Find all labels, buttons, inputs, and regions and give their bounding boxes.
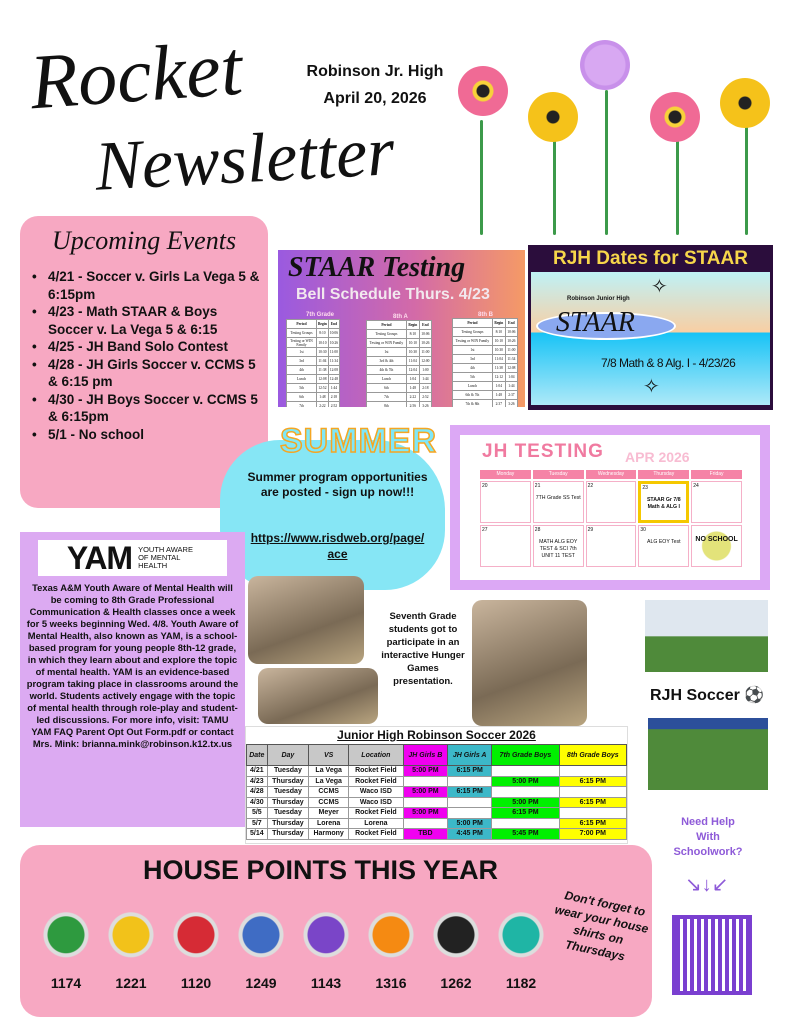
house-points: 1221 <box>115 975 147 991</box>
bell-header-row <box>453 319 518 328</box>
bell-cell: 12:08 <box>505 364 517 373</box>
bell-cell: 7th <box>287 402 317 408</box>
bell-cell: 4th & 7th <box>367 366 407 375</box>
hunger-games-photo <box>258 668 378 724</box>
bell-row <box>453 364 518 373</box>
soccer-header-cell: 7th Grade Boys <box>492 745 559 766</box>
soccer-cell: Waco ISD <box>349 797 403 808</box>
bell-cell: Testing or WIN Family <box>367 339 407 348</box>
bell-cell: 7th <box>367 393 407 402</box>
bell-cell: 4th <box>453 364 493 373</box>
bell-table-8a <box>366 320 432 407</box>
bell-cell: 10:26 <box>328 338 339 348</box>
soccer-cell: TBD <box>403 829 448 840</box>
bell-cell: 11:38 <box>492 364 505 373</box>
house-points: 1316 <box>375 975 407 991</box>
events-list <box>28 268 260 443</box>
calendar-day <box>533 525 584 567</box>
bell-row <box>287 384 340 393</box>
day-number: 28 <box>534 527 541 533</box>
summer-text: Summer program opportunities are posted - sign up now!!! <box>247 470 428 499</box>
calendar-event: 7TH Grade SS Test <box>535 495 581 501</box>
bell-row <box>367 339 432 348</box>
bell-header-cell: End <box>419 321 431 330</box>
soccer-cell: 5:00 PM <box>403 787 448 798</box>
bell-row <box>287 402 340 408</box>
summer-link[interactable]: https://www.risdweb.org/page/ace <box>250 531 425 561</box>
bell-row <box>287 393 340 402</box>
soccer-cell: 5:00 PM <box>448 818 492 829</box>
bell-cell: 3:26 <box>419 402 431 408</box>
day-number: 21 <box>534 483 541 489</box>
bell-header-cell: End <box>505 319 517 328</box>
bell-cell: 1:44 <box>419 375 431 384</box>
soccer-header-row <box>247 745 627 766</box>
soccer-cell: 5:00 PM <box>492 797 559 808</box>
bell-cell: 12:04 <box>406 366 419 375</box>
bell-header-cell: Begin <box>317 320 329 329</box>
yam-logo: YAM YOUTH AWARE OF MENTAL HEALTH <box>38 540 227 576</box>
house-crest <box>495 900 547 958</box>
house-crest <box>300 900 352 958</box>
soccer-cell <box>492 818 559 829</box>
help-text: Need Help With Schoolwork? <box>673 816 743 858</box>
bell-cell: 10:26 <box>419 339 431 348</box>
house-crest <box>40 900 92 958</box>
bell-row <box>287 338 340 348</box>
house-points: 1174 <box>50 975 82 991</box>
house-points: 1120 <box>180 975 212 991</box>
bell-cell: Testing Groups <box>367 330 407 339</box>
bell-row <box>287 375 340 384</box>
bell-cell: 10:10 <box>492 337 505 346</box>
soccer-cell <box>559 808 626 819</box>
soccer-cell: Meyer <box>309 808 349 819</box>
bell-cell: 8th <box>367 402 407 408</box>
hunger-games-photo <box>248 576 364 664</box>
upcoming-events-heading: Upcoming Events <box>51 226 237 255</box>
bell-cell: 10:06 <box>505 328 517 337</box>
bell-row <box>367 330 432 339</box>
bell-row <box>367 384 432 393</box>
soccer-cell: 4/30 <box>247 797 268 808</box>
summer-heading: SUMMER <box>280 422 438 460</box>
bell-cell: 2:22 <box>406 393 419 402</box>
bell-cell: 1st <box>287 348 317 357</box>
soccer-cell <box>403 818 448 829</box>
opt-out-form-link[interactable]: Parent Opt Out Form.pdf <box>75 726 186 737</box>
bell-header-cell: Begin <box>492 319 505 328</box>
bell-table-7th <box>286 319 340 407</box>
bell-cell: 6th & 7th <box>453 391 493 400</box>
bell-cell: 10:30 <box>317 348 329 357</box>
soccer-cell: 6:15 PM <box>448 787 492 798</box>
newsletter-title-rocket: Rocket <box>27 23 245 126</box>
bell-cell: 8:10 <box>492 328 505 337</box>
bell-cell: 12:52 <box>317 384 329 393</box>
calendar-day <box>691 525 742 567</box>
bell-row <box>287 357 340 366</box>
sparkle-icon: ✧ <box>651 276 668 298</box>
soccer-cell <box>448 776 492 787</box>
sparkle-icon: ✧ <box>643 376 660 398</box>
soccer-table <box>246 744 627 840</box>
soccer-header-cell: JH Girls A <box>448 745 492 766</box>
house-points-heading: HOUSE POINTS THIS YEAR <box>143 855 499 885</box>
house-crest <box>170 900 222 958</box>
bell-cell: Lunch <box>367 375 407 384</box>
bell-cell: 11:38 <box>317 366 329 375</box>
staar-date-text: 7/8 Math & 8 Alg. I - 4/23/26 <box>601 356 736 370</box>
soccer-cell: 5:00 PM <box>403 808 448 819</box>
house-crest <box>235 900 287 958</box>
house-points: 1262 <box>440 975 472 991</box>
calendar-event: MATH ALG EOY TEST & SCI 7th UNIT 11 TEST <box>539 539 578 559</box>
soccer-title: Junior High Robinson Soccer 2026 <box>337 728 536 742</box>
bell-cell: 2:52 <box>328 402 339 408</box>
house-shirt-note: Don't forget to wear your house shirts on Thursdays <box>553 888 650 964</box>
soccer-header-cell: Location <box>349 745 403 766</box>
school-date-block <box>300 58 450 112</box>
soccer-cell: Harmony <box>309 829 349 840</box>
bell-row <box>287 366 340 375</box>
bell-cell: Testing Groups <box>453 328 493 337</box>
calendar-title: JH TESTING <box>482 441 604 462</box>
bell-cell: 10:30 <box>492 346 505 355</box>
day-number: 27 <box>482 527 488 533</box>
staar-logo: STAAR <box>556 307 635 338</box>
bell-cell: 1st <box>453 346 493 355</box>
bell-row <box>367 357 432 366</box>
bell-cell: 2:18 <box>419 384 431 393</box>
day-number: 30 <box>640 527 646 533</box>
soccer-cell <box>403 797 448 808</box>
arrows-down-icon: ↘↓↙ <box>685 874 729 896</box>
house-crest <box>430 900 482 958</box>
bell-cell: 1st <box>367 348 407 357</box>
bell-cell: 7th & 8th <box>453 400 493 408</box>
bell-row <box>453 400 518 408</box>
calendar-event: NO SCHOOL <box>695 536 738 543</box>
soccer-row <box>247 808 627 819</box>
soccer-header-cell: JH Girls B <box>403 745 448 766</box>
calendar-day <box>586 481 637 523</box>
house-points: 1143 <box>310 975 342 991</box>
staar-dates-heading: RJH Dates for STAAR <box>553 248 748 269</box>
soccer-cell: Tuesday <box>267 766 309 777</box>
bell-cell: 1:48 <box>406 384 419 393</box>
seventh-grade-caption: Seventh Grade students got to participate in an interactive Hunger Games presentation. <box>381 611 465 687</box>
soccer-cell: Rocket Field <box>349 808 403 819</box>
bell-group-label: 8th B <box>478 312 493 318</box>
bell-cell: 2:37 <box>505 391 517 400</box>
bell-cell: 2:37 <box>492 400 505 408</box>
bell-cell: 11:34 <box>505 355 517 364</box>
soccer-cell: 5/7 <box>247 818 268 829</box>
soccer-ball-icon: ⚽ <box>744 687 765 704</box>
bell-header-cell: End <box>328 320 339 329</box>
soccer-cell: La Vega <box>309 766 349 777</box>
bell-cell: 11:00 <box>328 348 339 357</box>
calendar-day <box>586 525 637 567</box>
issue-date: April 20, 2026 <box>323 90 427 107</box>
bell-cell: 4th <box>287 366 317 375</box>
calendar-grid <box>480 470 742 567</box>
soccer-cell: Lorena <box>309 818 349 829</box>
bell-row <box>367 375 432 384</box>
soccer-header-cell: VS <box>309 745 349 766</box>
bell-row <box>453 355 518 364</box>
soccer-cell: Thursday <box>267 776 309 787</box>
soccer-cell: 5/5 <box>247 808 268 819</box>
event-item: • 4/28 - JH Girls Soccer v. CCMS 5 & 6:15 pm <box>28 356 260 391</box>
day-header: Tuesday <box>533 470 584 479</box>
soccer-row <box>247 776 627 787</box>
soccer-schedule <box>245 726 628 844</box>
bell-cell: 1:48 <box>317 393 329 402</box>
yam-faq-link[interactable]: TAMU YAM FAQ <box>31 714 229 737</box>
bell-cell: 11:04 <box>492 355 505 364</box>
bell-row <box>453 346 518 355</box>
bell-row <box>287 329 340 338</box>
bell-cell: 11:00 <box>505 346 517 355</box>
calendar-day <box>691 481 742 523</box>
bell-row <box>453 391 518 400</box>
soccer-cell: 4/28 <box>247 787 268 798</box>
soccer-cell <box>448 797 492 808</box>
soccer-cell: 5:00 PM <box>492 776 559 787</box>
event-item: • 4/30 - JH Boys Soccer v. CCMS 5 & 6:15pm <box>28 391 260 426</box>
bell-cell: 2:22 <box>317 402 329 408</box>
event-item: • 4/21 - Soccer v. Girls La Vega 5 & 6:15pm <box>28 268 260 303</box>
bell-cell: 6th <box>367 384 407 393</box>
house-crest <box>365 900 417 958</box>
bell-row <box>287 348 340 357</box>
bell-cell: 8:10 <box>406 330 419 339</box>
bell-row <box>453 328 518 337</box>
bell-cell: 3rd <box>453 355 493 364</box>
soccer-cell: Rocket Field <box>349 776 403 787</box>
day-number: 24 <box>693 483 699 489</box>
bell-row <box>453 337 518 346</box>
day-header: Monday <box>480 470 531 479</box>
soccer-row <box>247 818 627 829</box>
calendar-day <box>480 481 531 523</box>
bell-header-row <box>367 321 432 330</box>
calendar-event: STAAR Gr 7/8 Math & ALG I <box>646 497 681 510</box>
soccer-cell <box>492 787 559 798</box>
yam-body: Texas A&M Youth Aware of Mental Health will be coming to 8th Grade Professional Communication & Health classes once a week for 5 weeks beginning Wed. 4/8. Youth Aware of Mental Health, also known as YAM, is a school-based program for young people 8th-12 grade, in which they learn about and explore the topic of mental health. YAM is an evidence-based program taking place in classrooms around the world. Students actively engage with the topic of mental health through role-play and student-led discussions. For more info, visit: TAMU YAM FAQ Parent Opt Out Form.pdf or contact Mrs. Mink: brianna.mink@robinson.k12.tx.us <box>26 582 239 749</box>
house-crest <box>105 900 157 958</box>
rjh-soccer-label: RJH Soccer ⚽ <box>650 687 765 704</box>
calendar-day <box>533 481 584 523</box>
soccer-cell: Rocket Field <box>349 766 403 777</box>
staar-dates-graphic <box>531 272 770 405</box>
hunger-games-photo <box>472 600 587 726</box>
bell-row <box>453 382 518 391</box>
soccer-cell: La Vega <box>309 776 349 787</box>
calendar-day <box>480 525 531 567</box>
soccer-cell: Tuesday <box>267 787 309 798</box>
bell-row <box>453 373 518 382</box>
house-points: 1182 <box>505 975 537 991</box>
bell-cell: 10:30 <box>406 348 419 357</box>
soccer-cell: 4:45 PM <box>448 829 492 840</box>
bell-header-cell: Begin <box>406 321 419 330</box>
bell-cell: 12:12 <box>492 373 505 382</box>
soccer-header-cell: Day <box>267 745 309 766</box>
soccer-row <box>247 829 627 840</box>
newsletter-title-newsletter: Newsletter <box>93 113 397 206</box>
soccer-cell: Lorena <box>349 818 403 829</box>
bell-header-cell: Period <box>287 320 317 329</box>
bell-cell: 10:06 <box>419 330 431 339</box>
soccer-cell <box>559 787 626 798</box>
bell-cell: 1:00 <box>419 366 431 375</box>
bell-cell: 1:04 <box>505 373 517 382</box>
soccer-cell <box>403 776 448 787</box>
bell-cell: 10:10 <box>317 338 329 348</box>
bell-row <box>367 393 432 402</box>
soccer-cell: Rocket Field <box>349 829 403 840</box>
bell-cell: 10:10 <box>406 339 419 348</box>
bell-cell: 5th <box>287 384 317 393</box>
bell-cell: 12:08 <box>328 366 339 375</box>
bell-cell: 3rd & 4th <box>367 357 407 366</box>
bell-cell: 1:48 <box>492 391 505 400</box>
bell-cell: 10:26 <box>505 337 517 346</box>
house-points: 1249 <box>245 975 277 991</box>
soccer-cell <box>448 808 492 819</box>
day-number: 20 <box>482 483 488 489</box>
bell-cell: 11:04 <box>406 357 419 366</box>
soccer-cell: 7:00 PM <box>559 829 626 840</box>
soccer-header-cell: 8th Grade Boys <box>559 745 626 766</box>
soccer-photo <box>645 600 768 672</box>
day-header: Friday <box>691 470 742 479</box>
soccer-row <box>247 797 627 808</box>
bell-cell: 2:56 <box>406 402 419 408</box>
qr-code[interactable] <box>672 915 752 995</box>
bell-row <box>367 402 432 408</box>
staar-school-label: Robinson Junior High <box>567 296 630 302</box>
calendar-event: ALG EOY Test <box>647 539 681 545</box>
soccer-row <box>247 766 627 777</box>
bell-row <box>367 366 432 375</box>
day-header: Thursday <box>638 470 689 479</box>
bell-title: STAAR Testing <box>288 252 466 283</box>
bell-cell: 12:48 <box>328 375 339 384</box>
soccer-cell: 5:45 PM <box>492 829 559 840</box>
summer-cloud <box>220 440 445 590</box>
bell-subtitle: Bell Schedule Thurs. 4/23 <box>296 286 490 303</box>
soccer-cell: 4/21 <box>247 766 268 777</box>
soccer-cell: 5/14 <box>247 829 268 840</box>
soccer-cell: 5:00 PM <box>403 766 448 777</box>
bell-cell: Testing or WIN Family <box>453 337 493 346</box>
event-item: • 5/1 - No school <box>28 426 260 444</box>
bell-cell: Testing or WIN Family <box>287 338 317 348</box>
bell-cell: 1:44 <box>328 384 339 393</box>
soccer-cell: 6:15 PM <box>559 818 626 829</box>
school-name: Robinson Jr. High <box>306 63 444 80</box>
bell-cell: 1:04 <box>492 382 505 391</box>
bell-cell: Lunch <box>453 382 493 391</box>
bell-cell: 6th <box>287 393 317 402</box>
event-item: • 4/23 - Math STAAR & Boys Soccer v. La Vega 5 & 6:15 <box>28 303 260 338</box>
bell-header-row <box>287 320 340 329</box>
day-number: 29 <box>587 527 594 533</box>
calendar-day <box>638 525 689 567</box>
event-item: • 4/25 - JH Band Solo Contest <box>28 338 260 356</box>
bell-cell: 11:00 <box>419 348 431 357</box>
bell-cell: 1:44 <box>505 382 517 391</box>
bell-cell: 1:04 <box>406 375 419 384</box>
bell-cell: 10:06 <box>328 329 339 338</box>
jh-testing-calendar <box>450 425 770 590</box>
bell-table-8b <box>452 318 518 407</box>
soccer-cell <box>559 766 626 777</box>
soccer-cell: 6:15 PM <box>448 766 492 777</box>
bell-cell: Lunch <box>287 375 317 384</box>
email-link[interactable]: brianna.mink@robinson.k12.tx.us <box>81 738 233 749</box>
soccer-cell: 4/23 <box>247 776 268 787</box>
calendar-month: APR 2026 <box>625 449 690 465</box>
soccer-cell: CCMS <box>309 787 349 798</box>
staar-bell-schedule <box>278 250 525 407</box>
rjh-staar-dates <box>528 245 773 410</box>
soccer-cell: Thursday <box>267 829 309 840</box>
bell-cell: 5th <box>453 373 493 382</box>
bell-cell: 3rd <box>287 357 317 366</box>
soccer-row <box>247 787 627 798</box>
bell-cell: 2:52 <box>419 393 431 402</box>
bell-cell: 11:34 <box>328 357 339 366</box>
bell-header-cell: Period <box>367 321 407 330</box>
day-header: Wednesday <box>586 470 637 479</box>
soccer-photo <box>648 718 768 790</box>
day-number: 23 <box>642 485 648 491</box>
soccer-cell: Tuesday <box>267 808 309 819</box>
day-number: 22 <box>587 483 594 489</box>
bell-cell: 2:18 <box>328 393 339 402</box>
calendar-day <box>638 481 689 523</box>
bell-group-label: 8th A <box>393 314 408 320</box>
soccer-cell: Waco ISD <box>349 787 403 798</box>
bell-header-cell: Period <box>453 319 493 328</box>
soccer-cell: Thursday <box>267 818 309 829</box>
soccer-cell <box>492 766 559 777</box>
soccer-header-cell: Date <box>247 745 268 766</box>
soccer-cell: 6:15 PM <box>559 797 626 808</box>
soccer-cell: CCMS <box>309 797 349 808</box>
bell-cell: 12:00 <box>419 357 431 366</box>
bell-cell: Testing Groups <box>287 329 317 338</box>
soccer-cell: 6:15 PM <box>492 808 559 819</box>
yam-panel <box>20 532 245 827</box>
soccer-cell: Thursday <box>267 797 309 808</box>
bell-row <box>367 348 432 357</box>
bell-cell: 11:04 <box>317 357 329 366</box>
bell-cell: 3:26 <box>505 400 517 408</box>
bell-cell: 12:08 <box>317 375 329 384</box>
bell-group-label: 7th Grade <box>306 312 335 318</box>
soccer-cell: 6:15 PM <box>559 776 626 787</box>
bell-cell: 8:10 <box>317 329 329 338</box>
